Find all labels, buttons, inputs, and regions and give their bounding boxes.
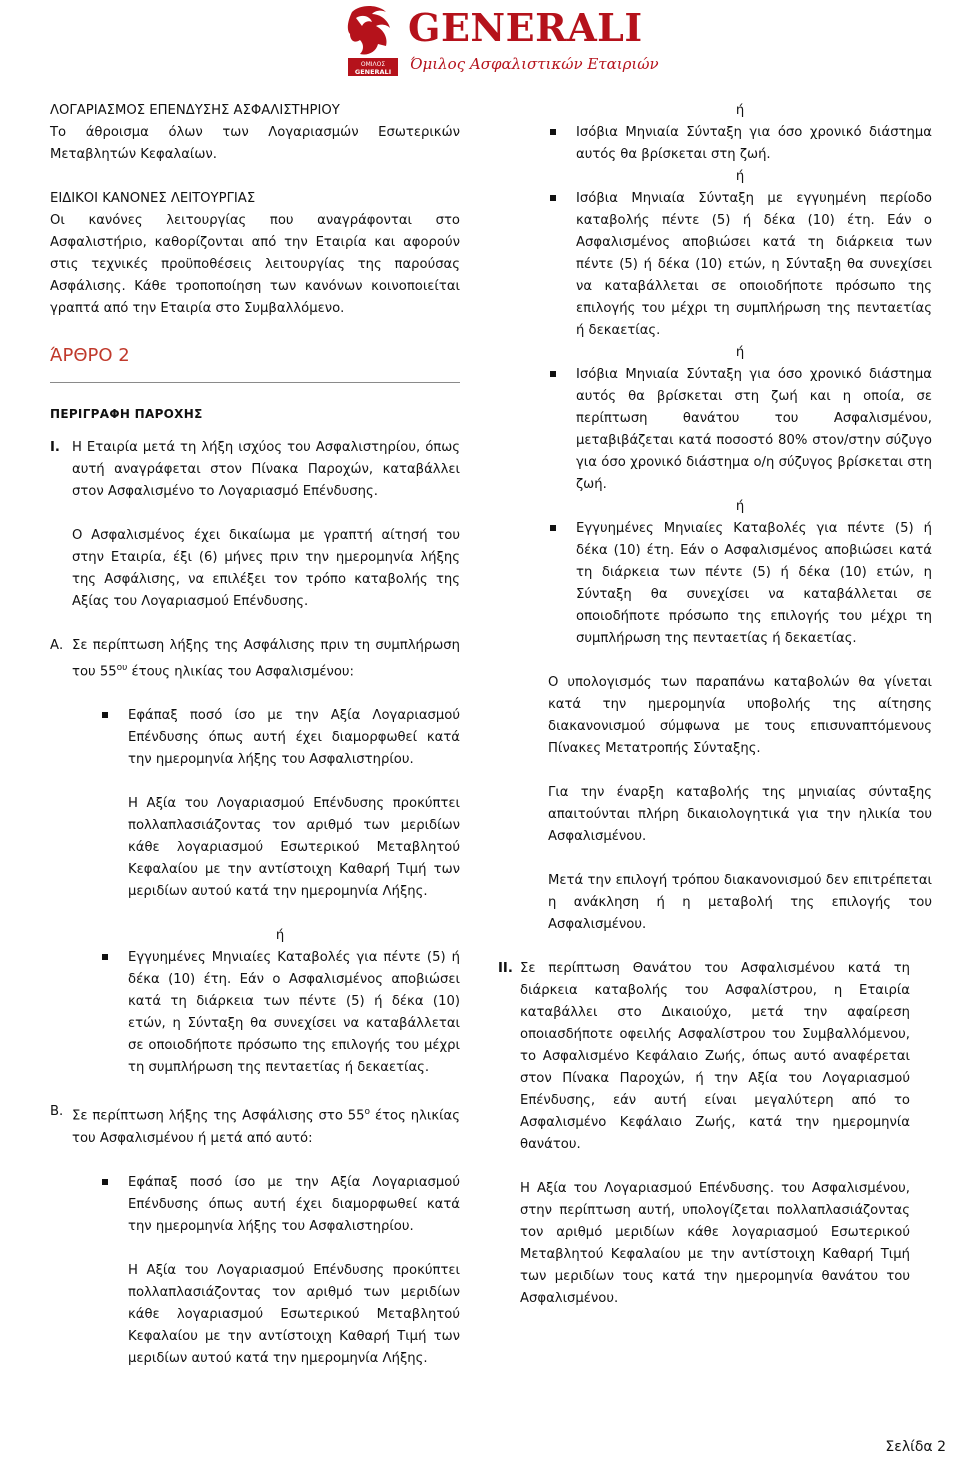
- or-separator: ή: [735, 103, 745, 118]
- item-a: [50, 635, 460, 683]
- item-a-option-2-text: Εγγυημένες Μηνιαίες Καταβολές για πέντε (5) ή δέκα (10) έτη. Εάν ο Ασφαλισμένος αποβιώσει κατά τη διάρκεια των πέντε (5) ή δέκα (10) ετών, η Σύνταξη θα συνεχίσει να καταβάλλεται σε οποιοδήποτε πρόσωπο της επιλογής του μέχρι τη συμπλήρωση της πενταετίας ή δεκαετίας.: [128, 950, 460, 1076]
- right-options: [520, 100, 932, 936]
- brand-tagline: Όμιλος Ασφαλιστικών Εταιριών: [410, 55, 659, 73]
- item-1-number: I.: [50, 440, 60, 455]
- option-lifetime-pension-text: Ισόβια Μηνιαία Σύνταξη για όσο χρονικό διάστημα αυτός θα βρίσκεται στη ζωή.: [576, 125, 932, 162]
- bullet-square-icon: [550, 525, 556, 531]
- item-a-option-1-text: Εφάπαξ ποσό ίσο με την Αξία Λογαριασμού Επένδυσης όπως αυτή έχει διαμορφωθεί κατά την ημερομηνία λήξης του Ασφαλιστηρίου.: [128, 708, 460, 768]
- item-2: [498, 958, 910, 1310]
- item-1-text: Η Εταιρία μετά τη λήξη ισχύος του Ασφαλιστηρίου, όπως αυτή αναγράφεται στον Πίνακα Παροχών, καταβάλλει στον Ασφαλισμένο το Λογαριασμό Επένδυσης.: [72, 440, 460, 499]
- brand-name: GENERALI: [408, 5, 643, 50]
- item-2-number: II.: [498, 961, 513, 976]
- bullet-square-icon: [550, 129, 556, 135]
- bullet-square-icon: [102, 1179, 108, 1185]
- or-separator: ή: [735, 345, 745, 360]
- option-guaranteed-payments-text: Εγγυημένες Μηνιαίες Καταβολές για πέντε (5) ή δέκα (10) έτη. Εάν ο Ασφαλισμένος αποβιώσει κατά τη διάρκεια των πέντε (5) ή δέκα (10) ετών, η Σύνταξη θα συνεχίσει να καταβάλλεται σε οποιοδήποτε πρόσωπο της επιλογής του μέχρι τη συμπλήρωση της πενταετίας ή δεκαετίας.: [576, 521, 932, 646]
- item-b-letter: Β.: [50, 1104, 64, 1120]
- bullet-square-icon: [102, 712, 108, 718]
- page-number: Σελίδα 2: [885, 1439, 946, 1455]
- item-2-paragraph-2: Η Αξία του Λογαριασμού Επένδυσης. του Ασφαλισμένου, στην περίπτωση αυτή, υπολογίζεται πολλαπλασιάζοντας τον αριθμό μεριδίων κάθε λογαριασμού Εσωτερικού Μεταβλητού Κεφαλαίου με την αντίστοιχη Καθαρή Τιμή των μεριδίων τους κατά την ημερομηνία θανάτου του Ασφαλισμένου.: [520, 1181, 910, 1306]
- svg-text:GENERALI: GENERALI: [354, 68, 392, 76]
- option-guaranteed-payments: [548, 518, 932, 650]
- item-b-option-1-text: Εφάπαξ ποσό ίσο με την Αξία Λογαριασμού Επένδυσης όπως αυτή έχει διαμορφωθεί κατά την ημερομηνία λήξης του Ασφαλιστηρίου.: [128, 1174, 460, 1234]
- option-lifetime-pension: [548, 122, 932, 166]
- item-b: [50, 1101, 460, 1149]
- bullet-square-icon: [102, 954, 108, 960]
- or-separator: ή: [275, 928, 285, 944]
- right-column: [498, 100, 932, 1310]
- item-b-options: [50, 1172, 460, 1370]
- article-divider: [50, 382, 460, 383]
- bullet-square-icon: [550, 195, 556, 201]
- item-2-text: Σε περίπτωση Θανάτου του Ασφαλισμένου κατά τη διάρκεια καταβολής του Ασφαλίστρου, η Εταιρία καταβάλλει στο Δικαιούχο, μετά την αφαίρεση οποιασδήποτε οφειλής Ασφαλίστρου του Συμβαλλόμενου, το Ασφαλισμένο Κεφάλαιο Ζωής, όπως αυτό αναφέρεται στον Πίνακα Παροχών, ή την Αξία του Λογαριασμού Επένδυσης, εάν αυτή είναι μεγαλύτερη από το Ασφαλισμένο Κεφάλαιο Ζωής, κατά την ημερομηνία θανάτου.: [520, 961, 910, 1152]
- item-a-option-1: [100, 705, 460, 903]
- paragraph-account-title: ΛΟΓΑΡΙΑΣΜΟΣ ΕΠΕΝΔΥΣΗΣ ΑΣΦΑΛΙΣΤΗΡΙΟΥ: [50, 103, 340, 118]
- paragraph-calculation: Ο υπολογισμός των παραπάνω καταβολών θα γίνεται κατά την ημερομηνία υποβολής της αίτησης διακανονισμού σύμφωνα με τους επισυναπτόμενους Πίνακες Μετατροπής Σύνταξης.: [548, 675, 932, 756]
- item-a-letter: Α.: [50, 638, 64, 653]
- option-guaranteed-pension-text: Ισόβια Μηνιαία Σύνταξη με εγγυημένη περίοδο καταβολής πέντε (5) ή δέκα (10) έτη. Εάν ο Ασφαλισμένος αποβιώσει κατά τη διάρκεια των πέντε (5) ή δέκα (10) ετών, η Σύνταξη θα συνεχίσει να καταβάλλεται σε οποιοδήποτε πρόσωπο της επιλογής του μέχρι τη συμπλήρωση της πενταετίας ή δεκαετίας.: [576, 191, 932, 338]
- item-a-option-1-paragraph-2: Η Αξία του Λογαριασμού Επένδυσης προκύπτει πολλαπλασιάζοντας τον αριθμό των μεριδίων κάθε λογαριασμού Εσωτερικού Μεταβλητού Κεφαλαίου με την αντίστοιχη Καθαρή Τιμή των μεριδίων αυτού κατά την ημερομηνία Λήξης.: [128, 796, 460, 900]
- section-heading: ΠΕΡΙΓΡΑΦΗ ΠΑΡΟΧΗΣ: [50, 407, 203, 421]
- item-b-option-1: [100, 1172, 460, 1370]
- svg-text:ΟΜΙΛΟΣ: ΟΜΙΛΟΣ: [360, 61, 386, 68]
- item-a-options: [50, 705, 460, 1079]
- paragraph-documents: Για την έναρξη καταβολής της μηνιαίας σύνταξης απαιτούνται πλήρη δικαιολογητικά για την ηλικία του Ασφαλισμένου.: [548, 785, 932, 844]
- option-spouse-pension-text: Ισόβια Μηνιαία Σύνταξη για όσο χρονικό διάστημα αυτός θα βρίσκεται στη ζωή και η οποία, σε περίπτωση θανάτου του Ασφαλισμένου, μεταβιβάζεται κατά ποσοστό 80% στον/στην σύζυγο για όσο χρονικό διάστημα ο/η σύζυγος βρίσκεται στη ζωή.: [576, 367, 932, 492]
- item-1: [50, 437, 460, 613]
- item-a-option-2: [100, 947, 460, 1079]
- option-spouse-pension: [548, 364, 932, 496]
- paragraph-account-line2: Το άθροισμα όλων των Λογαριασμών Εσωτερικών: [50, 125, 460, 140]
- paragraph-account-line3: Μεταβλητών Κεφαλαίων.: [50, 147, 217, 162]
- item-a-text: Σε περίπτωση λήξης της Ασφάλισης πριν τη συμπλήρωση του $55^{o\upsilon}$ έτους ηλικίας του Ασφαλισμένου:: [72, 638, 460, 680]
- or-separator: ή: [735, 169, 745, 184]
- paragraph-no-revocation: Μετά την επιλογή τρόπου διακανονισμού δεν επιτρέπεται η ανάκληση ή η μεταβολή της επιλογής του Ασφαλισμένου.: [548, 873, 932, 932]
- bullet-square-icon: [550, 371, 556, 377]
- article-heading: ΆΡΘΡΟ 2: [50, 345, 130, 366]
- or-separator: ή: [735, 499, 745, 514]
- lion-emblem-icon: [342, 4, 404, 78]
- item-b-text: Σε περίπτωση λήξης της Ασφάλισης στο $55^o$ έτος ηλικίας του Ασφαλισμένου ή μετά από αυτό:: [72, 1107, 460, 1146]
- generali-logo: [342, 4, 659, 82]
- item-b-option-1-paragraph-2: Η Αξία του Λογαριασμού Επένδυσης προκύπτει πολλαπλασιάζοντας τον αριθμό των μεριδίων κάθε λογαριασμού Εσωτερικού Μεταβλητού Κεφαλαίου με την αντίστοιχη Καθαρή Τιμή των μεριδίων αυτού κατά την ημερομηνία Λήξης.: [128, 1262, 460, 1366]
- option-guaranteed-pension: [548, 188, 932, 342]
- paragraph-rules-title: ΕΙΔΙΚΟΙ ΚΑΝΟΝΕΣ ΛΕΙΤΟΥΡΓΙΑΣ: [50, 191, 256, 206]
- item-1-paragraph-2: Ο Ασφαλισμένος έχει δικαίωμα με γραπτή αίτησή του στην Εταιρία, έξι (6) μήνες πριν την ημερομηνία λήξης της Ασφάλισης, να επιλέξει τον τρόπο καταβολής της Αξίας του Λογαριασμού Επένδυσης.: [72, 528, 460, 609]
- paragraph-rules-text: Οι κανόνες λειτουργίας που αναγράφονται στο Ασφαλιστήριο, καθορίζονται από την Εταιρία και αφορούν στις τεχνικές προϋποθέσεις λειτουργίας της παρούσας Ασφάλισης. Κάθε τροποποίηση των κανόνων κοινοποιείται γραπτά από την Εταιρία στο Συμβαλλόμενο.: [50, 213, 460, 316]
- left-column: [50, 100, 460, 1370]
